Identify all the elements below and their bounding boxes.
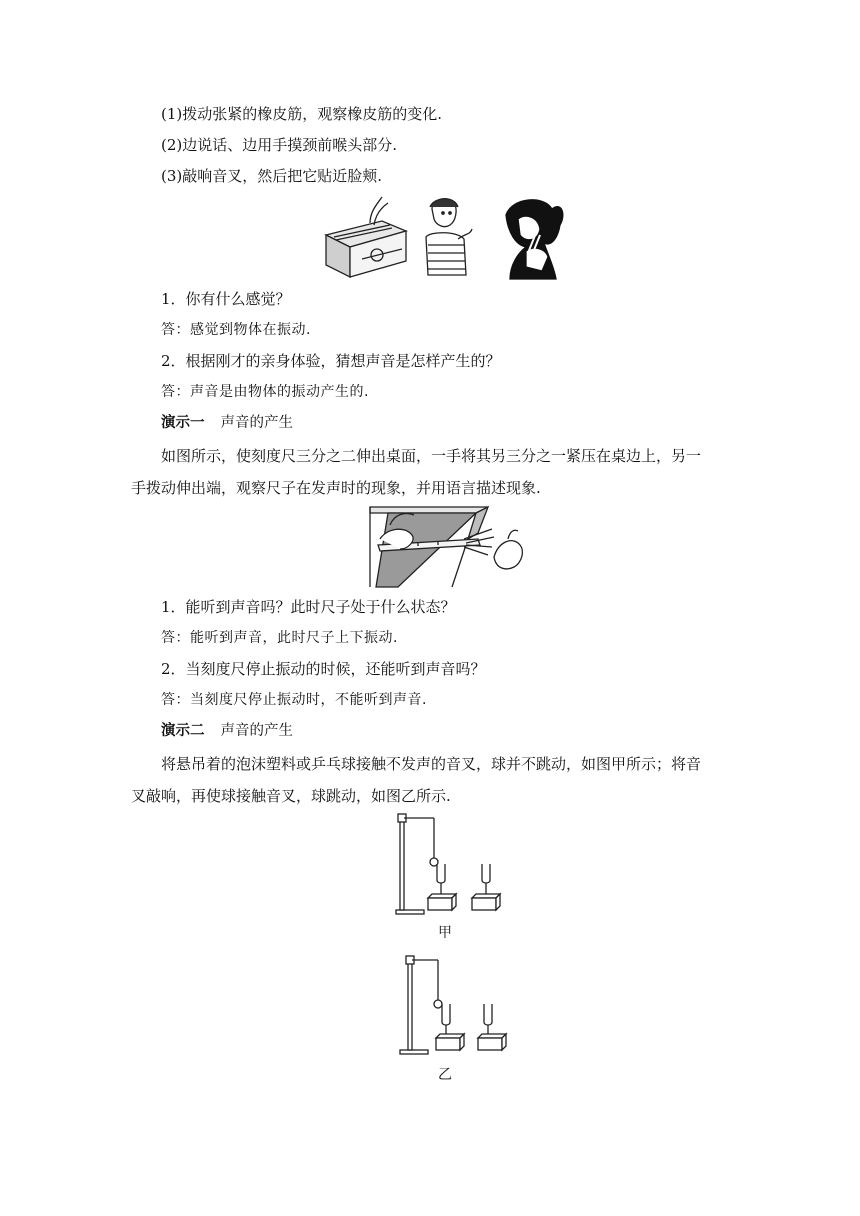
demo1-desc-line2: 手拨动伸出端，观察尺子在发声时的现象，并用语言描述现象. bbox=[131, 479, 541, 497]
demo1-label: 演示一 bbox=[161, 415, 205, 431]
step-1: (1)拨动张紧的橡皮筋，观察橡皮筋的变化. bbox=[161, 105, 443, 123]
tuning-fork-figure-a bbox=[388, 812, 508, 916]
demo2-title: 声音的产生 bbox=[220, 723, 293, 739]
experience-illustration bbox=[322, 193, 572, 283]
demo1-title: 声音的产生 bbox=[220, 415, 293, 431]
ruler-on-desk-image bbox=[368, 503, 538, 588]
rubber-band-box-image bbox=[326, 197, 406, 277]
demo2-heading bbox=[161, 721, 293, 741]
demo1-desc-line1: 如图所示，使刻度尺三分之二伸出桌面，一手将其另三分之一紧压在桌边上，另一 bbox=[161, 447, 702, 465]
demo2-desc-line2: 叉敲响，再使球接触音叉，球跳动，如图乙所示. bbox=[131, 787, 451, 805]
figure-b-caption: 乙 bbox=[438, 1067, 452, 1083]
demo1-answer-1: 答：能听到声音，此时尺子上下振动. bbox=[161, 630, 398, 646]
demo1-heading bbox=[161, 413, 293, 433]
demo1-question-2: 2．当刻度尺停止振动的时候，还能听到声音吗？ bbox=[161, 660, 486, 678]
step-2: (2)边说话、边用手摸颈前喉头部分. bbox=[161, 136, 398, 154]
demo2-label: 演示二 bbox=[161, 723, 205, 739]
demo2-desc-line1: 将悬吊着的泡沫塑料或乒乓球接触不发声的音叉，球并不跳动，如图甲所示；将音 bbox=[161, 755, 702, 773]
girl-tuning-fork-image bbox=[506, 200, 563, 279]
child-throat-image bbox=[426, 199, 472, 275]
tuning-fork-figure-b bbox=[396, 954, 516, 1058]
answer-feel: 答：感觉到物体在振动. bbox=[161, 322, 311, 338]
question-guess: 2．根据刚才的亲身体验，猜想声音是怎样产生的？ bbox=[161, 352, 501, 370]
step-3: (3)敲响音叉，然后把它贴近脸颊. bbox=[161, 167, 383, 185]
answer-guess: 答：声音是由物体的振动产生的. bbox=[161, 384, 369, 400]
question-feel: 1．你有什么感觉？ bbox=[161, 290, 291, 308]
demo1-answer-2: 答：当刻度尺停止振动时，不能听到声音. bbox=[161, 692, 427, 708]
figure-a-caption: 甲 bbox=[438, 925, 452, 941]
demo1-question-1: 1．能听到声音吗？此时尺子处于什么状态？ bbox=[161, 598, 456, 616]
